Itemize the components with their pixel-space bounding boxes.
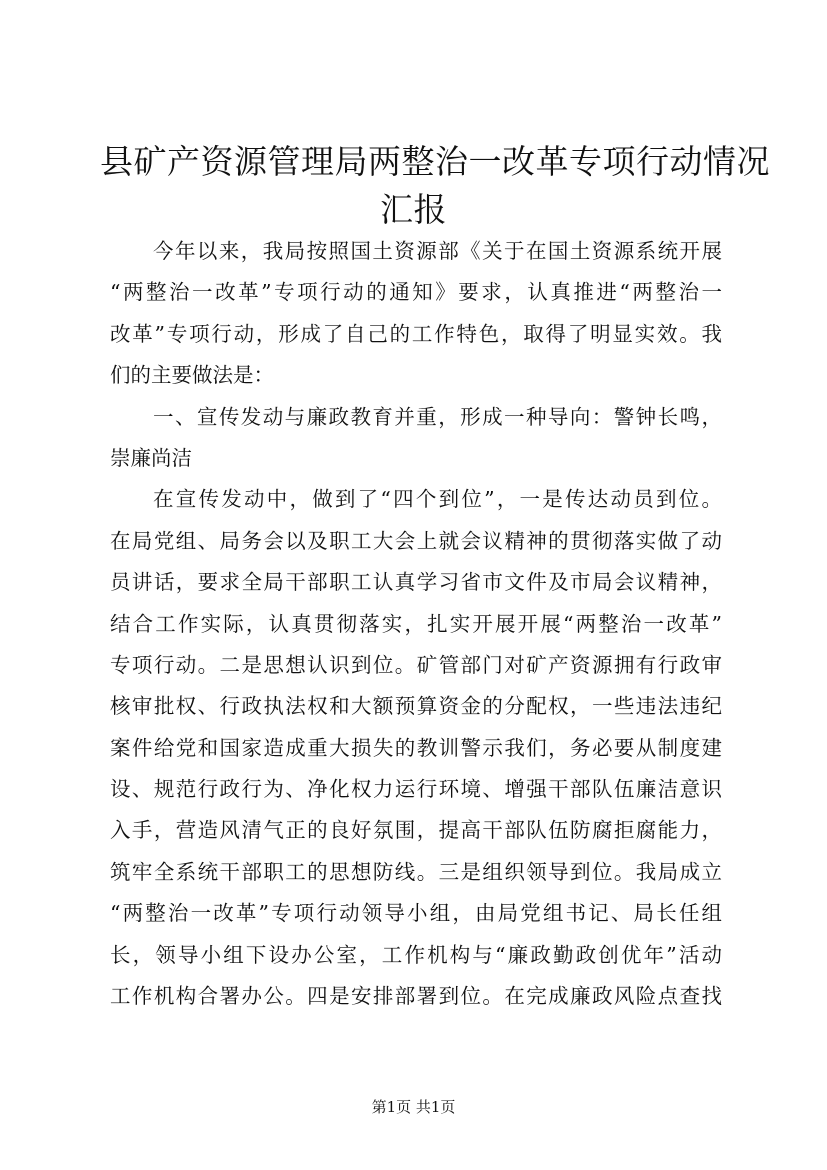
- paragraph-2-line: 核审批权、行政执法权和大额预算资金的分配权，一些违法违纪: [110, 694, 722, 719]
- paragraph-1-line: 今年以来，我局按照国土资源部《关于在国土资源系统开展: [153, 239, 722, 263]
- document-body: [110, 231, 722, 1017]
- paragraph-2-line: 案件给党和国家造成重大损失的教训警示我们，务必要从制度建: [110, 735, 722, 760]
- page-number-footer: 第1页 共1页: [371, 1098, 456, 1116]
- paragraph-2-line: 入手，营造风清气正的良好氛围，提高干部队伍防腐拒腐能力，: [110, 818, 722, 843]
- paragraph-1-line: “两整治一改革”专项行动的通知》要求，认真推进“两整治一: [110, 280, 722, 305]
- paragraph-1-line: 们的主要做法是：: [110, 363, 274, 388]
- section-heading-line: 崇廉尚洁: [110, 445, 192, 470]
- paragraph-2-line: 在局党组、局务会以及职工大会上就会议精神的贯彻落实做了动: [110, 528, 722, 553]
- paragraph-2-line: 工作机构合署办公。四是安排部署到位。在完成廉政风险点查找: [110, 984, 722, 1009]
- paragraph-2-line: 设、规范行政行为、净化权力运行环境、增强干部队伍廉洁意识: [110, 777, 722, 802]
- paragraph-1-line: 改革”专项行动，形成了自己的工作特色，取得了明显实效。我: [110, 321, 722, 346]
- paragraph-2-line: 结合工作实际，认真贯彻落实，扎实开展开展“两整治一改革”: [110, 611, 722, 636]
- paragraph-2-line: 专项行动。二是思想认识到位。矿管部门对矿产资源拥有行政审: [110, 652, 722, 677]
- paragraph-2-line: 筑牢全系统干部职工的思想防线。三是组织领导到位。我局成立: [110, 859, 722, 884]
- paragraph-2-line: 在宣传发动中，做到了“四个到位”，一是传达动员到位。: [153, 487, 722, 512]
- title-line: 县矿产资源管理局两整治一改革专项行动情况: [100, 142, 770, 181]
- section-heading-line: 一、宣传发动与廉政教育并重，形成一种导向：警钟长鸣，: [153, 404, 722, 429]
- paragraph-2-line: 员讲话，要求全局干部职工认真学习省市文件及市局会议精神，: [110, 570, 722, 595]
- paragraph-2-line: “两整治一改革”专项行动领导小组，由局党组书记、局长任组: [110, 901, 722, 926]
- paragraph-2-line: 长，领导小组下设办公室，工作机构与“廉政勤政创优年”活动: [110, 942, 722, 967]
- title-line: 汇报: [380, 190, 447, 229]
- document-title: [100, 138, 770, 234]
